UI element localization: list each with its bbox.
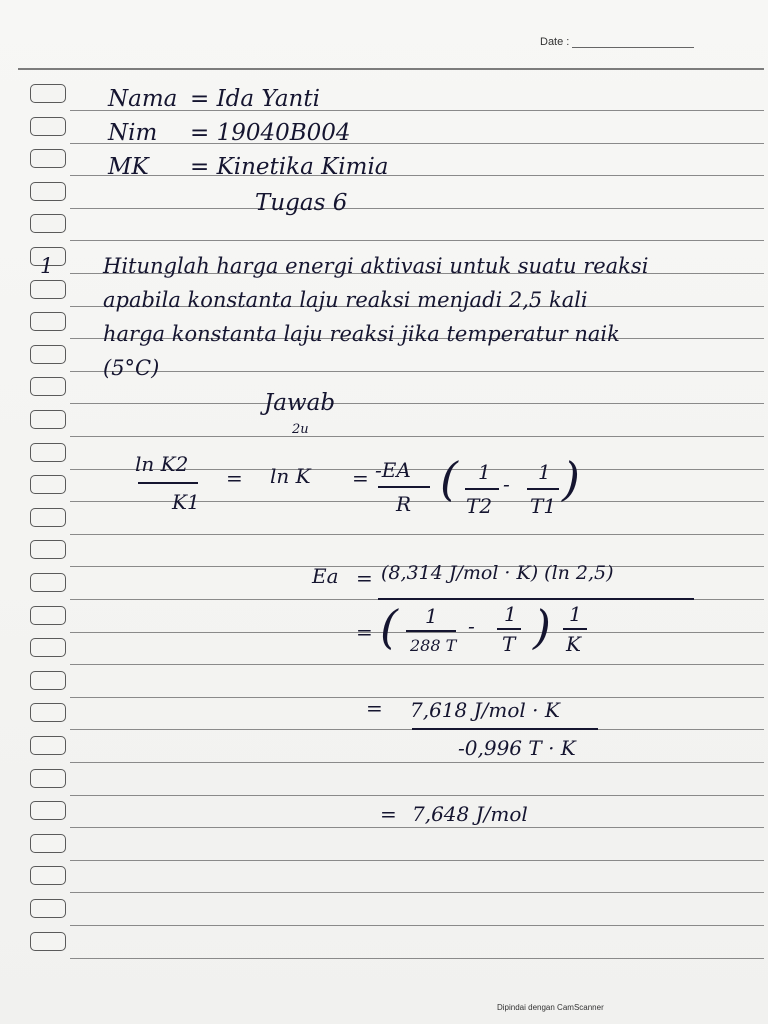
binding-ring [30,899,66,918]
eq2-open-paren: ( [380,600,398,654]
date-label: Date : [540,36,570,48]
eq1-lhs-denominator: K1 [172,490,200,514]
eq1-t2-numerator: 1 [538,460,551,484]
binding-ring [30,573,66,592]
eq2-f3-denominator: K [566,632,581,656]
binding-ring [30,84,66,103]
ruled-line [70,436,764,437]
ruled-line [70,827,764,828]
question-number: 1 [40,254,54,278]
mk-label: MK [108,154,149,180]
eq2-f2-numerator: 1 [504,602,517,626]
eq4-value: 7,648 J/mol [412,802,528,826]
answer-heading-sub: 2u [292,422,309,437]
date-line [572,47,694,48]
binding-ring [30,345,66,364]
ruled-line [70,958,764,959]
binding-ring [30,801,66,820]
nim-label: Nim [108,120,158,146]
binding-ring [30,736,66,755]
eq2-lhs: Ea [312,564,339,588]
eq2-f2-fraction-bar [497,628,521,630]
eq1-lhs-fraction-bar [138,482,198,484]
eq3-equals: = [366,696,383,720]
binding-ring [30,671,66,690]
binding-ring [30,638,66,657]
eq4-equals: = [380,802,397,826]
ruled-line [70,795,764,796]
eq2-close-paren: ) [533,600,551,654]
binding-ring [30,312,66,331]
ruled-line [70,240,764,241]
binding-ring [30,410,66,429]
eq2-f3-numerator: 1 [569,602,582,626]
eq1-minus: - [503,472,510,496]
eq2-f1-numerator: 1 [425,604,438,628]
eq1-equals: = [226,466,243,490]
eq3-numerator: 7,618 J/mol · K [410,698,560,722]
binding-ring [30,606,66,625]
eq1-ea-fraction-bar [378,486,430,488]
ruled-line [70,534,764,535]
eq2-numerator: (8,314 J/mol · K) (ln 2,5) [381,562,614,584]
ruled-line [70,403,764,404]
eq1-t1-numerator: 1 [478,460,491,484]
eq1-t1-fraction-bar [465,488,499,490]
ruled-line [70,762,764,763]
binding-ring [30,834,66,853]
top-margin-line [18,68,764,70]
binding-ring [30,214,66,233]
ruled-line [70,925,764,926]
binding-ring [30,443,66,462]
binding-ring [30,540,66,559]
mk-value: = Kinetika Kimia [190,154,389,180]
binding-ring [30,475,66,494]
eq1-close-paren: ) [562,452,580,506]
eq1-lhs-numerator: ln K2 [135,452,189,476]
eq1-t2-fraction-bar [527,488,559,490]
question-line-1: Hitunglah harga energi aktivasi untuk suatu reaksi [103,254,649,278]
scanner-watermark: Dipindai dengan CamScanner [497,1003,604,1012]
binding-ring [30,377,66,396]
binding-ring [30,866,66,885]
binding-ring [30,117,66,136]
eq1-middle: ln K [270,464,311,488]
eq1-t1-denominator: T2 [466,494,493,518]
question-line-4: (5°C) [103,356,160,380]
ruled-line [70,143,764,144]
eq1-t2-denominator: T1 [530,494,557,518]
task-title: Tugas 6 [255,190,348,216]
ruled-line [70,892,764,893]
ruled-line [70,664,764,665]
ruled-line [70,175,764,176]
eq2-f1-denominator: 288 T [410,636,457,655]
eq1-ea-numerator: -EA [375,458,411,482]
binding-ring [30,182,66,201]
binding-ring [30,932,66,951]
ruled-line [70,632,764,633]
eq2-equals: = [356,566,373,590]
question-line-3: harga konstanta laju reaksi jika temperatur naik [103,322,620,346]
ruled-line [70,208,764,209]
eq2-f3-fraction-bar [563,628,587,630]
binding-ring [30,280,66,299]
nim-value: = 19040B004 [190,120,351,146]
nama-label: Nama [108,86,178,112]
eq2-f1-fraction-bar [406,630,456,632]
binding-ring [30,769,66,788]
ruled-line [70,371,764,372]
eq2-f2-denominator: T [502,632,516,656]
eq3-fraction-bar [412,728,598,730]
answer-heading: Jawab [264,390,336,416]
eq1-ea-denominator: R [396,492,412,516]
binding-ring [30,149,66,168]
question-line-2: apabila konstanta laju reaksi menjadi 2,5 kali [103,288,588,312]
eq2-equals-b: = [356,620,373,644]
binding-ring [30,703,66,722]
binding-ring [30,508,66,527]
eq2-minus: - [468,614,475,638]
eq1-equals-2: = [352,466,369,490]
eq3-denominator: -0,996 T · K [458,736,576,760]
ruled-line [70,860,764,861]
nama-value: = Ida Yanti [190,86,320,112]
eq1-open-paren: ( [440,452,458,506]
